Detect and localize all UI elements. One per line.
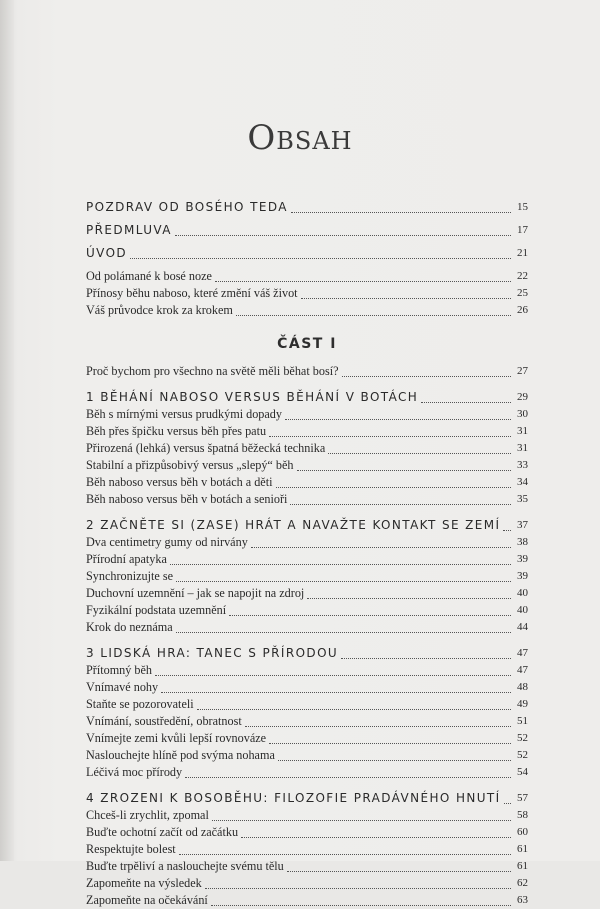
dot-leader: [161, 691, 511, 693]
toc-entry-title: Vnímavé nohy: [86, 680, 159, 694]
dot-leader: [421, 401, 511, 403]
toc-entry-title: POZDRAV OD BOSÉHO TEDA: [86, 200, 288, 214]
toc-page-number: 29: [517, 391, 528, 403]
toc-page-number: 25: [517, 287, 528, 299]
toc-page-number: 39: [517, 553, 528, 565]
toc-chapter-heading: [86, 517, 528, 534]
toc-entry: [86, 568, 528, 585]
toc-entry: [86, 662, 528, 679]
dot-leader: [287, 870, 511, 872]
dot-leader: [276, 486, 512, 488]
toc-entry-title: Synchronizujte se: [86, 569, 173, 583]
dot-leader: [215, 280, 511, 282]
toc-entry-title: Fyzikální podstata uzemnění: [86, 603, 227, 617]
toc-page-number: 52: [517, 749, 528, 761]
toc-page-number: 57: [517, 792, 528, 804]
toc-page-number: 15: [517, 201, 528, 213]
toc-entry-title: Vnímejte zemi kvůli lepší rovnováze: [86, 731, 267, 745]
toc-entry-title: 3 LIDSKÁ HRA: TANEC S PŘÍRODOU: [86, 646, 339, 660]
spacer: [86, 781, 528, 790]
toc-entry: [86, 423, 528, 440]
toc-entry: [86, 585, 528, 602]
spacer: [86, 508, 528, 517]
toc-page-number: 27: [517, 365, 528, 377]
toc-page-number: 44: [517, 621, 528, 633]
toc-entry: [86, 875, 528, 892]
dot-leader: [328, 452, 511, 454]
toc-entry: [86, 747, 528, 764]
page-title: Obsah: [247, 118, 353, 158]
toc-entry: [86, 534, 528, 551]
dot-leader: [503, 529, 511, 531]
toc-chapter-heading: [86, 790, 528, 807]
toc-entry-title: Vnímání, soustředění, obratnost: [86, 714, 242, 728]
toc-page-number: 22: [517, 270, 528, 282]
toc-page-number: 52: [517, 732, 528, 744]
toc-entry: [86, 457, 528, 474]
dot-leader: [212, 819, 511, 821]
dot-leader: [179, 853, 511, 855]
toc-section-heading: [86, 245, 528, 262]
dot-leader: [211, 904, 511, 906]
toc-page-number: 60: [517, 826, 528, 838]
spacer: [86, 636, 528, 645]
toc-entry: [86, 302, 528, 319]
toc-entry: [86, 491, 528, 508]
dot-leader: [251, 546, 511, 548]
toc-entry: [86, 696, 528, 713]
dot-leader: [229, 614, 511, 616]
toc-entry-title: Krok do neznáma: [86, 620, 173, 634]
toc-page-number: 62: [517, 877, 528, 889]
toc-entry-title: Léčivá moc přírody: [86, 765, 183, 779]
toc-entry-title: Chceš-li zrychlit, zpomal: [86, 808, 209, 822]
toc-page-number: 49: [517, 698, 528, 710]
toc-entry: [86, 892, 528, 909]
toc-page-number: 31: [517, 425, 528, 437]
toc-entry-title: Dva centimetry gumy od nirvány: [86, 535, 248, 549]
toc-entry-title: Přínosy běhu naboso, které změní váš život: [86, 286, 298, 300]
toc-entry-title: Běh přes špičku versus běh přes patu: [86, 424, 267, 438]
dot-leader: [301, 297, 511, 299]
toc-page-number: 47: [517, 647, 528, 659]
toc-entry-title: Staňte se pozorovateli: [86, 697, 194, 711]
toc-entry-title: 4 ZROZENI K BOSOBĚHU: FILOZOFIE PRADÁVNÉHO HNUTÍ: [86, 791, 501, 805]
toc-entry: [86, 713, 528, 730]
toc-entry-title: Naslouchejte hlíně pod svýma nohama: [86, 748, 275, 762]
dot-leader: [185, 776, 511, 778]
toc-page-number: 40: [517, 604, 528, 616]
toc-entry-title: 1 BĚHÁNÍ NABOSO VERSUS BĚHÁNÍ V BOTÁCH: [86, 390, 419, 404]
toc-section-heading: [86, 222, 528, 239]
toc-entry-title: Běh s mírnými versus prudkými dopady: [86, 407, 282, 421]
toc-page-number: 39: [517, 570, 528, 582]
dot-leader: [175, 234, 511, 236]
toc-entry-title: Duchovní uzemnění – jak se napojit na zdroj: [86, 586, 305, 600]
dot-leader: [241, 836, 511, 838]
toc-page-number: 38: [517, 536, 528, 548]
toc-entry-title: Stabilní a přizpůsobivý versus „slepý“ běh: [86, 458, 294, 472]
toc-chapter-heading: [86, 645, 528, 662]
dot-leader: [297, 469, 512, 471]
dot-leader: [130, 257, 511, 259]
toc-page-number: 37: [517, 519, 528, 531]
toc-entry-title: Buďte ochotní začít od začátku: [86, 825, 239, 839]
table-of-contents: [86, 199, 528, 909]
dot-leader: [205, 887, 511, 889]
toc-entry: [86, 807, 528, 824]
toc-chapter-heading: [86, 389, 528, 406]
toc-page-number: 21: [517, 247, 528, 259]
toc-entry-title: Přírodní apatyka: [86, 552, 167, 566]
toc-entry: [86, 824, 528, 841]
dot-leader: [290, 503, 511, 505]
toc-page-number: 40: [517, 587, 528, 599]
toc-entry: [86, 363, 528, 380]
toc-page-number: 30: [517, 408, 528, 420]
toc-entry: [86, 841, 528, 858]
toc-entry: [86, 764, 528, 781]
toc-page-number: 31: [517, 442, 528, 454]
toc-page-number: 48: [517, 681, 528, 693]
toc-section-heading: [86, 199, 528, 216]
part-heading: ČÁST I: [277, 336, 337, 352]
toc-entry-title: ÚVOD: [86, 246, 128, 260]
toc-entry: [86, 602, 528, 619]
toc-page-number: 47: [517, 664, 528, 676]
toc-entry-title: Přirozená (lehká) versus špatná běžecká technika: [86, 441, 326, 455]
toc-page-number: 33: [517, 459, 528, 471]
toc-entry-title: Buďte trpěliví a naslouchejte svému tělu: [86, 859, 284, 873]
toc-entry-title: Od polámané k bosé noze: [86, 269, 212, 283]
dot-leader: [285, 418, 511, 420]
dot-leader: [504, 802, 511, 804]
toc-entry: [86, 440, 528, 457]
toc-page-number: 58: [517, 809, 528, 821]
toc-entry-title: Váš průvodce krok za krokem: [86, 303, 233, 317]
dot-leader: [155, 674, 511, 676]
toc-entry: [86, 619, 528, 636]
dot-leader: [291, 211, 511, 213]
toc-entry: [86, 679, 528, 696]
toc-entry-title: PŘEDMLUVA: [86, 223, 172, 237]
toc-entry: [86, 730, 528, 747]
toc-entry-title: Běh naboso versus běh v botách a děti: [86, 475, 273, 489]
dot-leader: [341, 657, 511, 659]
dot-leader: [170, 563, 511, 565]
dot-leader: [342, 375, 512, 377]
dot-leader: [307, 597, 511, 599]
toc-page-number: 61: [517, 860, 528, 872]
toc-page-number: 61: [517, 843, 528, 855]
toc-entry: [86, 551, 528, 568]
spacer: [86, 380, 528, 389]
toc-entry-title: Běh naboso versus běh v botách a senioři: [86, 492, 288, 506]
toc-entry-title: Proč bychom pro všechno na světě měli běhat bosí?: [86, 364, 339, 378]
dot-leader: [269, 435, 511, 437]
toc-entry: [86, 474, 528, 491]
toc-entry-title: Zapomeňte na výsledek: [86, 876, 202, 890]
dot-leader: [197, 708, 511, 710]
toc-page-number: 34: [517, 476, 528, 488]
dot-leader: [245, 725, 511, 727]
toc-entry-title: Respektujte bolest: [86, 842, 176, 856]
toc-entry: [86, 285, 528, 302]
toc-entry: [86, 268, 528, 285]
toc-page-number: 54: [517, 766, 528, 778]
dot-leader: [278, 759, 511, 761]
toc-page-number: 51: [517, 715, 528, 727]
toc-entry-title: 2 ZAČNĚTE SI (ZASE) HRÁT A NAVAŽTE KONTAKT SE ZEMÍ: [86, 518, 501, 532]
dot-leader: [176, 580, 511, 582]
toc-page-number: 35: [517, 493, 528, 505]
toc-entry: [86, 406, 528, 423]
toc-page-number: 17: [517, 224, 528, 236]
toc-entry-title: Zapomeňte na očekávání: [86, 893, 208, 907]
toc-page-number: 26: [517, 304, 528, 316]
toc-entry-title: Přítomný běh: [86, 663, 153, 677]
toc-page-number: 63: [517, 894, 528, 906]
dot-leader: [236, 314, 511, 316]
dot-leader: [269, 742, 511, 744]
dot-leader: [176, 631, 511, 633]
